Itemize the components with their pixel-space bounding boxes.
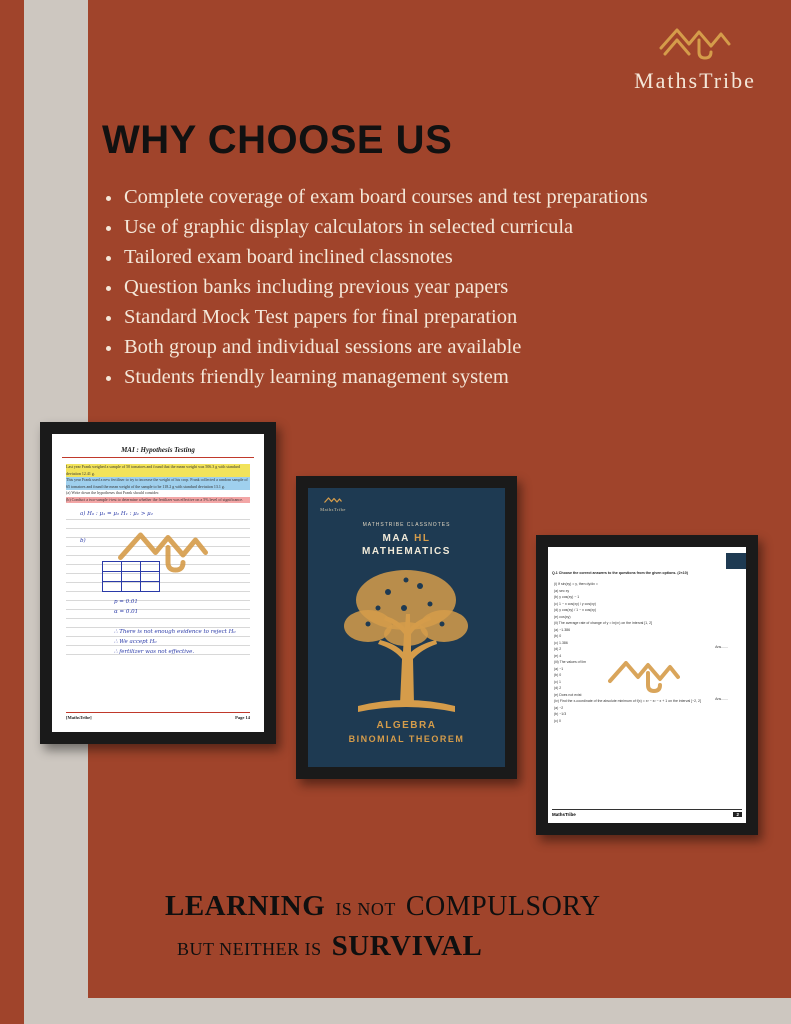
cover-logo-icon	[323, 496, 343, 506]
feature-item: Both group and individual sessions are available	[104, 332, 648, 362]
answer-label: Ans.......	[715, 697, 728, 701]
worksheet-badge	[726, 553, 746, 569]
tagline-word: SURVIVAL	[331, 930, 483, 962]
worksheet-line: (c) 0	[554, 718, 561, 723]
footer-brand: [MathsTribe]	[66, 715, 92, 720]
feature-list	[104, 182, 648, 392]
page-title: WHY CHOOSE US	[102, 118, 453, 162]
worksheet-frame	[536, 535, 758, 835]
cover-title-b: HL	[414, 533, 431, 544]
worksheet-line: (a) −2	[554, 705, 564, 710]
book-cover	[308, 488, 505, 767]
watermark-logo-icon	[118, 525, 208, 575]
feature-item: Complete coverage of exam board courses and test preparations	[104, 182, 648, 212]
tagline-word: IS NOT	[335, 899, 396, 919]
cover-subtitle: MATHSTRIBE CLASSNOTES	[362, 522, 451, 528]
worksheet-line: (a) sec xy	[554, 588, 570, 593]
notes-line: This year Frank used a new fertiliser to try to increase the weight of his crop. Frank collected a random sample of 65 tomatoes and found the mean weight of the sample to be 118.2 g with standard deviation 13.1 g.	[66, 477, 250, 490]
handwriting: ∴ We accept H₀	[114, 639, 157, 645]
feature-item: Standard Mock Test papers for final preparation	[104, 302, 648, 332]
worksheet-line: (i) If sin(xy) = y, then dy/dx =	[554, 582, 598, 586]
notes-frame	[40, 422, 276, 744]
watermark-logo-icon	[608, 655, 680, 695]
worksheet-line: (d) 2	[554, 686, 562, 690]
feature-item: Students friendly learning management system	[104, 362, 648, 392]
handwriting: p = 0.01	[114, 599, 138, 605]
handwriting: ∴ There is not enough evidence to reject H₀	[114, 629, 236, 635]
page-number: Page 14	[235, 715, 250, 720]
handwriting: ∴ fertilizer was not effective.	[114, 649, 195, 655]
worksheet-question: Q.1 Choose the correct answers to the questions from the given options. (2×10)	[552, 571, 688, 575]
worksheet-line: (iv) Find the x-coordinate of the absolute minimum of f(x) = x³ − x² − x + 1 on the interval [−2, 2]	[554, 699, 701, 703]
worksheet-line: (d) y cos(xy) / 1 − x cos(xy)	[554, 608, 597, 612]
cover-title-line2: MATHEMATICS	[362, 546, 451, 557]
cover-subject: ALGEBRA	[376, 720, 437, 731]
worksheet-line: (c) 1.386	[554, 640, 568, 645]
cover-brand	[318, 496, 348, 512]
left-stripe	[0, 0, 24, 1024]
tagline-word: LEARNING	[165, 890, 326, 922]
notes-page	[52, 434, 264, 732]
notes-line: (b) Conduct a two-sample t-test to determine whether the fertilizer was effective on a 5% level of significance.	[66, 497, 250, 504]
feature-item: Question banks including previous year papers	[104, 272, 648, 302]
footer-brand: MathsTribe	[552, 812, 576, 817]
cover-brand-text: MathsTribe	[320, 507, 346, 512]
title-divider	[62, 457, 254, 458]
worksheet-line: (e) cos(xy)	[554, 614, 571, 619]
answer-label: Ans.......	[715, 645, 728, 649]
worksheet-line: (e) Does not exist	[554, 692, 582, 697]
feature-item: Use of graphic display calculators in selected curricula	[104, 212, 648, 242]
worksheet-line: (e) 4	[554, 653, 562, 658]
notes-title: MAI : Hypothesis Testing	[121, 446, 195, 454]
tagline-word: BUT NEITHER IS	[177, 939, 322, 959]
worksheet-line: (d) 2	[554, 647, 562, 651]
notes-line: Last year Frank weighed a sample of 50 tomatoes and found that the mean weight was 506.3 g with standard deviation 12.41 g.	[66, 464, 250, 477]
bottom-band	[24, 998, 791, 1024]
notes-line: (a) Write down the hypotheses that Frank should consider.	[66, 490, 160, 495]
page-number: 2	[733, 812, 742, 817]
worksheet-line: (c) 1 − x cos(xy) / y cos(xy)	[554, 601, 596, 606]
cover-frame	[296, 476, 517, 779]
brand-logo	[620, 22, 770, 94]
handwriting: α = 0.01	[114, 609, 139, 615]
notes-footer	[66, 712, 250, 720]
brand-name: MathsTribe	[634, 68, 756, 93]
worksheet-line: (iii) The values of lim	[554, 660, 587, 664]
feature-item: Tailored exam board inclined classnotes	[104, 242, 648, 272]
worksheet-line: (c) 1	[554, 679, 561, 684]
handwriting: b)	[80, 538, 86, 544]
worksheet-page	[548, 547, 746, 823]
cover-title-a: MAA	[382, 533, 410, 544]
handwritten-area	[66, 511, 250, 661]
worksheet-line: (a) −1	[554, 666, 564, 671]
worksheet-line: (b) y cos(xy) − 1	[554, 595, 580, 599]
tagline-line-2	[177, 930, 791, 963]
worksheet-items	[554, 581, 701, 724]
worksheet-line: (ii) The average rate of change of y = ln(x²) on the interval [1, 2]	[554, 621, 653, 625]
cover-title	[308, 533, 505, 544]
worksheet-line: (b) −1/3	[554, 712, 567, 716]
worksheet-footer	[552, 809, 742, 817]
tree-illustration-icon	[338, 564, 475, 714]
worksheet-line: (b) 0	[554, 673, 562, 677]
handwriting: a) H₀ : μ₁ = μ₂ H₁ : μ₁ > μ₂	[80, 511, 153, 517]
tagline-word: COMPULSORY	[405, 891, 601, 922]
worksheet-line: (a) −1.386	[554, 627, 571, 632]
tagline-line-1	[165, 890, 791, 923]
worksheet-line: (b) 0	[554, 634, 562, 638]
notes-question	[66, 464, 250, 503]
mountain-logo-icon	[659, 22, 731, 62]
cover-topic: BINOMIAL THEOREM	[348, 734, 465, 744]
